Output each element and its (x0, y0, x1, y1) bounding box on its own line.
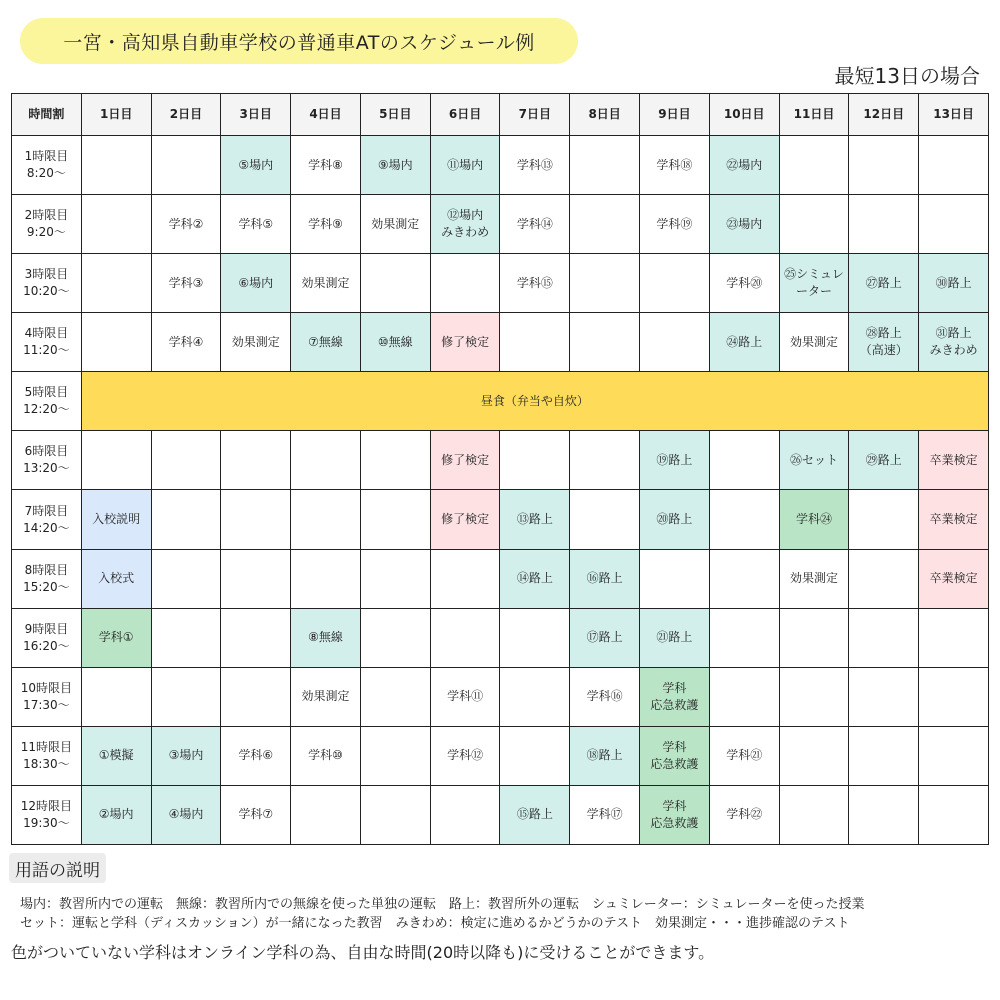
schedule-cell: 効果測定 (779, 549, 849, 608)
period-cell: 12時限目 19:30～ (12, 785, 82, 844)
schedule-cell: ⑮路上 (500, 785, 570, 844)
schedule-cell (81, 136, 151, 195)
schedule-cell (709, 490, 779, 549)
schedule-cell: 学科⑪ (430, 667, 500, 726)
schedule-cell: ⑱路上 (570, 726, 640, 785)
schedule-cell: ㉘路上 （高速） (849, 313, 919, 372)
schedule-cell (360, 549, 430, 608)
schedule-cell: 学科 応急救護 (640, 785, 710, 844)
header-day: 6日目 (430, 94, 500, 136)
schedule-cell: 学科② (151, 195, 221, 254)
schedule-cell (570, 254, 640, 313)
period-cell: 11時限目 18:30～ (12, 726, 82, 785)
schedule-cell (360, 726, 430, 785)
schedule-cell: 学科⑱ (640, 136, 710, 195)
table-row (12, 372, 989, 431)
schedule-cell: ⑪場内 (430, 136, 500, 195)
schedule-cell: 学科⑩ (291, 726, 361, 785)
schedule-cell: 入校式 (81, 549, 151, 608)
schedule-cell: 学科⑥ (221, 726, 291, 785)
table-row (12, 726, 989, 785)
period-cell: 8時限目 15:20～ (12, 549, 82, 608)
schedule-cell: ㉒場内 (709, 136, 779, 195)
schedule-cell (779, 608, 849, 667)
schedule-cell (360, 254, 430, 313)
schedule-cell: ②場内 (81, 785, 151, 844)
schedule-cell: ⑧無線 (291, 608, 361, 667)
table-header-row (12, 94, 989, 136)
schedule-cell: 修了検定 (430, 313, 500, 372)
schedule-cell (151, 136, 221, 195)
header-day: 11日目 (779, 94, 849, 136)
schedule-cell: 学科⑮ (500, 254, 570, 313)
schedule-cell (360, 667, 430, 726)
header-day: 7日目 (500, 94, 570, 136)
schedule-cell (151, 549, 221, 608)
schedule-cell: ㉕シミュレ ーター (779, 254, 849, 313)
schedule-cell (151, 431, 221, 490)
schedule-cell (919, 136, 989, 195)
schedule-cell (570, 195, 640, 254)
header-day: 4日目 (291, 94, 361, 136)
schedule-cell (360, 785, 430, 844)
schedule-cell: 学科⑨ (291, 195, 361, 254)
schedule-cell (360, 608, 430, 667)
schedule-cell (919, 785, 989, 844)
schedule-cell: ⑭路上 (500, 549, 570, 608)
table-row (12, 136, 989, 195)
schedule-cell: ⑫場内 みきわめ (430, 195, 500, 254)
schedule-cell (221, 667, 291, 726)
schedule-cell (849, 549, 919, 608)
schedule-cell: 学科⑳ (709, 254, 779, 313)
schedule-cell: 卒業検定 (919, 490, 989, 549)
schedule-cell: 効果測定 (360, 195, 430, 254)
schedule-cell (81, 431, 151, 490)
schedule-cell (849, 608, 919, 667)
schedule-cell (430, 785, 500, 844)
schedule-cell (430, 254, 500, 313)
period-cell: 3時限目 10:20～ (12, 254, 82, 313)
glossary-title: 用語の説明 (9, 853, 106, 883)
schedule-cell: ⑳路上 (640, 490, 710, 549)
table-row (12, 195, 989, 254)
schedule-cell: 学科㉔ (779, 490, 849, 549)
table-row (12, 254, 989, 313)
header-day: 5日目 (360, 94, 430, 136)
schedule-cell: ①模擬 (81, 726, 151, 785)
table-row (12, 431, 989, 490)
header-day: 3日目 (221, 94, 291, 136)
schedule-cell (570, 431, 640, 490)
schedule-cell: ㉛路上 みきわめ (919, 313, 989, 372)
schedule-cell (779, 726, 849, 785)
schedule-cell (779, 195, 849, 254)
schedule-cell: ⑦無線 (291, 313, 361, 372)
schedule-cell (709, 431, 779, 490)
schedule-cell: ⑲路上 (640, 431, 710, 490)
schedule-cell: 効果測定 (221, 313, 291, 372)
header-day: 9日目 (640, 94, 710, 136)
schedule-cell (849, 726, 919, 785)
schedule-cell: 学科⑬ (500, 136, 570, 195)
period-cell: 7時限目 14:20～ (12, 490, 82, 549)
schedule-cell (849, 195, 919, 254)
schedule-table (11, 93, 989, 845)
table-row (12, 313, 989, 372)
footnote: 色がついていない学科はオンライン学科の為、自由な時間(20時以降も)に受けることができます。 (11, 943, 715, 962)
header-day: 2日目 (151, 94, 221, 136)
schedule-cell (570, 490, 640, 549)
schedule-cell: ㉚路上 (919, 254, 989, 313)
schedule-cell: 学科㉒ (709, 785, 779, 844)
period-cell: 6時限目 13:20～ (12, 431, 82, 490)
schedule-cell (709, 549, 779, 608)
schedule-cell: ③場内 (151, 726, 221, 785)
schedule-cell (640, 549, 710, 608)
schedule-cell (360, 431, 430, 490)
schedule-cell: ⑥場内 (221, 254, 291, 313)
schedule-cell (849, 785, 919, 844)
schedule-cell: 学科④ (151, 313, 221, 372)
schedule-cell (291, 549, 361, 608)
schedule-cell (81, 667, 151, 726)
schedule-cell (221, 608, 291, 667)
header-period: 時間割 (12, 94, 82, 136)
schedule-cell (919, 667, 989, 726)
schedule-cell (430, 608, 500, 667)
schedule-cell: ⑤場内 (221, 136, 291, 195)
table-row (12, 785, 989, 844)
schedule-cell: 学科⑰ (570, 785, 640, 844)
schedule-cell: 効果測定 (779, 313, 849, 372)
schedule-cell (430, 549, 500, 608)
schedule-cell: 卒業検定 (919, 549, 989, 608)
page-title: 一宮・高知県自動車学校の普通車ATのスケジュール例 (20, 18, 578, 64)
table-row (12, 608, 989, 667)
schedule-cell: ⑨場内 (360, 136, 430, 195)
schedule-cell (291, 431, 361, 490)
schedule-cell (570, 313, 640, 372)
schedule-cell (919, 195, 989, 254)
schedule-cell: 学科③ (151, 254, 221, 313)
schedule-cell: ㉔路上 (709, 313, 779, 372)
schedule-cell: ㉗路上 (849, 254, 919, 313)
period-cell: 2時限目 9:20～ (12, 195, 82, 254)
schedule-cell: ⑯路上 (570, 549, 640, 608)
schedule-cell (291, 490, 361, 549)
schedule-cell (151, 490, 221, 549)
schedule-cell: 学科⑲ (640, 195, 710, 254)
schedule-cell (849, 490, 919, 549)
schedule-cell: ④場内 (151, 785, 221, 844)
schedule-cell: 学科㉑ (709, 726, 779, 785)
schedule-cell (709, 667, 779, 726)
schedule-cell: 入校説明 (81, 490, 151, 549)
schedule-cell (500, 667, 570, 726)
header-day: 8日目 (570, 94, 640, 136)
glossary-line: 場内：教習所内での運転 無線：教習所内での無線を使った単独の運転 路上：教習所外の運転 シュミレーター：シミュレーターを使った授業 (20, 897, 865, 912)
schedule-cell: 学科 応急救護 (640, 726, 710, 785)
header-day: 1日目 (81, 94, 151, 136)
schedule-cell (151, 608, 221, 667)
schedule-cell (709, 608, 779, 667)
schedule-cell: 学科⑧ (291, 136, 361, 195)
schedule-cell (500, 431, 570, 490)
schedule-cell (291, 785, 361, 844)
schedule-cell: 修了検定 (430, 431, 500, 490)
schedule-cell (570, 136, 640, 195)
period-cell: 1時限目 8:20～ (12, 136, 82, 195)
schedule-cell (360, 490, 430, 549)
schedule-cell: 学科① (81, 608, 151, 667)
schedule-cell: 学科⑭ (500, 195, 570, 254)
schedule-cell: 学科⑫ (430, 726, 500, 785)
schedule-cell: 学科⑯ (570, 667, 640, 726)
schedule-cell (81, 254, 151, 313)
schedule-cell (81, 313, 151, 372)
period-cell: 10時限目 17:30～ (12, 667, 82, 726)
period-cell: 5時限目 12:20～ (12, 372, 82, 431)
period-cell: 4時限目 11:20～ (12, 313, 82, 372)
schedule-cell: 学科 応急救護 (640, 667, 710, 726)
schedule-cell: ⑬路上 (500, 490, 570, 549)
period-cell: 9時限目 16:20～ (12, 608, 82, 667)
schedule-cell: 修了検定 (430, 490, 500, 549)
schedule-cell: ㉙路上 (849, 431, 919, 490)
schedule-cell (500, 608, 570, 667)
schedule-cell (151, 667, 221, 726)
schedule-cell (849, 667, 919, 726)
schedule-cell (640, 254, 710, 313)
schedule-cell (779, 667, 849, 726)
glossary-line: セット：運転と学科（ディスカッション）が一緒になった教習 みきわめ：検定に進めるかどうかのテスト 効果測定・・・進捗確認のテスト (20, 916, 850, 931)
schedule-cell: ㉑路上 (640, 608, 710, 667)
schedule-cell (221, 549, 291, 608)
lunch-cell: 昼食（弁当や自炊） (81, 372, 988, 431)
schedule-cell (81, 195, 151, 254)
schedule-cell: 学科⑤ (221, 195, 291, 254)
schedule-cell: ⑩無線 (360, 313, 430, 372)
schedule-cell: ㉓場内 (709, 195, 779, 254)
header-day: 10日目 (709, 94, 779, 136)
schedule-cell (779, 136, 849, 195)
schedule-cell (500, 313, 570, 372)
header-day: 12日目 (849, 94, 919, 136)
header-day: 13日目 (919, 94, 989, 136)
schedule-cell (779, 785, 849, 844)
schedule-cell: 学科⑦ (221, 785, 291, 844)
table-row (12, 490, 989, 549)
schedule-cell (221, 431, 291, 490)
schedule-cell: ⑰路上 (570, 608, 640, 667)
schedule-cell: 効果測定 (291, 254, 361, 313)
schedule-cell (221, 490, 291, 549)
schedule-cell (919, 608, 989, 667)
table-row (12, 667, 989, 726)
schedule-cell (919, 726, 989, 785)
schedule-cell (640, 313, 710, 372)
schedule-cell: 効果測定 (291, 667, 361, 726)
schedule-cell (849, 136, 919, 195)
page-subtitle: 最短13日の場合 (834, 64, 980, 88)
table-row (12, 549, 989, 608)
schedule-cell: 卒業検定 (919, 431, 989, 490)
schedule-cell: ㉖セット (779, 431, 849, 490)
schedule-cell (500, 726, 570, 785)
